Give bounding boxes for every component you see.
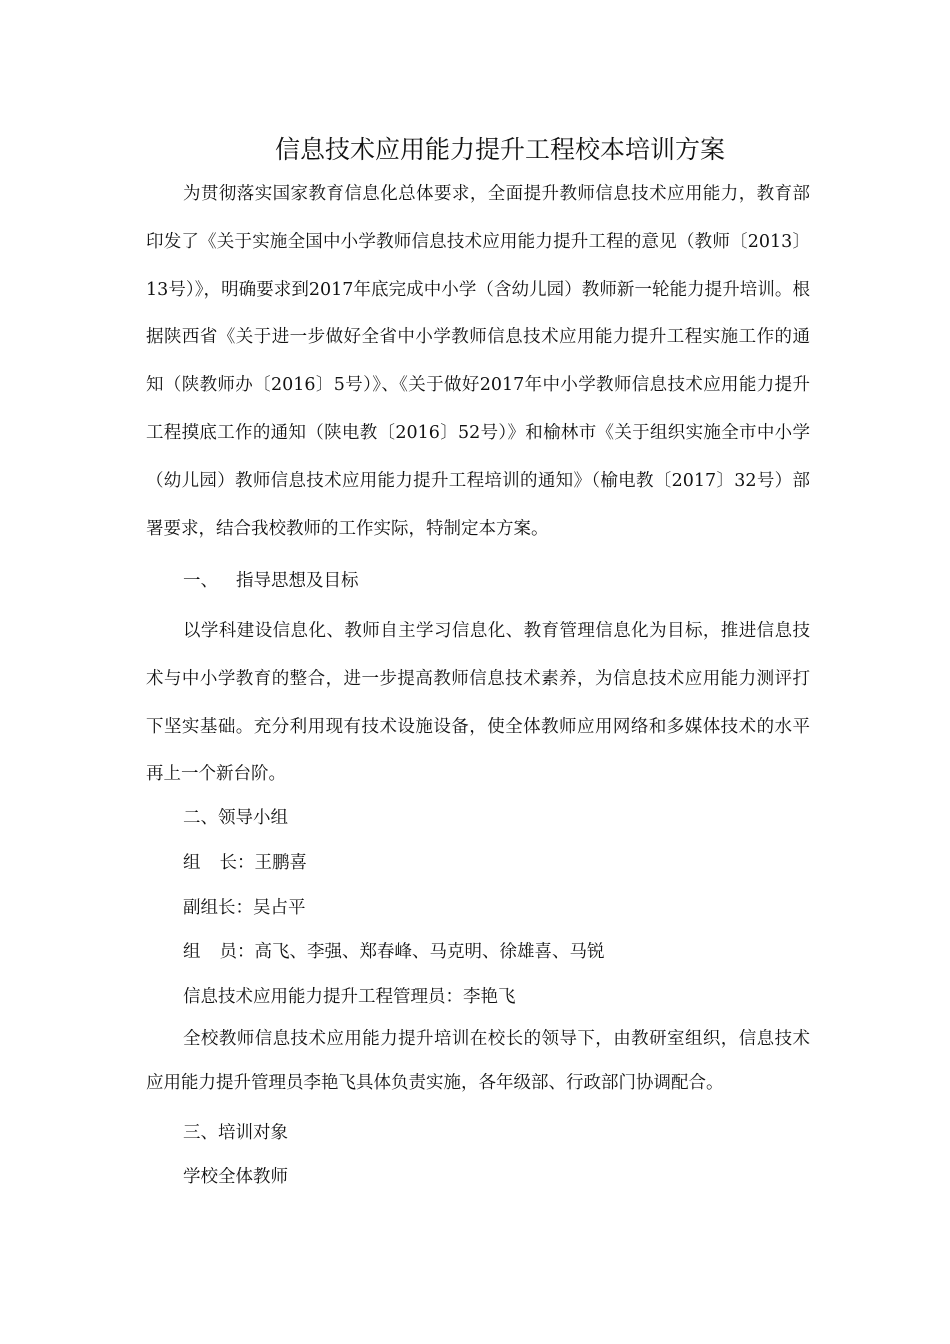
admin-name: 李艳飞 [463,987,516,1007]
section-1-number: 一、 [183,571,218,591]
leader-label-second: 长： [219,853,255,873]
section-2-heading: 二、领导小组 [183,808,288,828]
section-3-heading: 三、培训对象 [183,1123,288,1143]
members-list: 高飞、李强、郑春峰、马克明、徐雄喜、马锐 [254,942,605,962]
section-3-body: 学校全体教师 [183,1167,288,1187]
document-title: 信息技术应用能力提升工程校本培训方案 [274,135,725,164]
leader-label-first: 组 [183,853,201,873]
intro-paragraph: 为贯彻落实国家教育信息化总体要求，全面提升教师信息技术应用能力，教育部印发了《关于实施全国中小学教师信息技术应用能力提升工程的意见（教师〔2013〕13号）》，明确要求到2017年底完成中小学（含幼儿园）教师新一轮能力提升培训。根据陕西省《关于进一步做好全省中小学教师信息技术应用能力提升工程实施工作的通知（陕教师办〔2016〕5号）》、《关于做好2017年中小学教师信息技术应用能力提升工程摸底工作的通知（陕电教〔2016〕52号）》和榆林市《关于组织实施全市中小学（幼儿园）教师信息技术应用能力提升工程培训的通知》（榆电教〔2017〕32号）部署要求，结合我校教师的工作实际，特制定本方案。 [146,184,810,539]
section-1-paragraph: 以学科建设信息化、教师自主学习信息化、教育管理信息化为目标，推进信息技术与中小学教育的整合，进一步提高教师信息技术素养，为信息技术应用能力测评打下坚实基础。充分利用现有技术设施设备，使全体教师应用网络和多媒体技术的水平再上一个新台阶。 [146,621,810,785]
members-label-first: 组 [183,942,201,962]
section-2-paragraph: 全校教师信息技术应用能力提升培训在校长的领导下，由教研室组织，信息技术应用能力提升管理员李艳飞具体负责实施，各年级部、行政部门协调配合。 [146,1029,810,1093]
admin-line [183,983,516,1011]
deputy-line [183,894,306,922]
section-1-title: 指导思想及目标 [236,571,359,591]
admin-label: 信息技术应用能力提升工程管理员： [183,987,463,1007]
section-1-heading [183,567,359,595]
deputy-name: 吴占平 [253,898,306,918]
members-label-second: 员： [219,942,255,962]
members-line [183,938,605,966]
leader-name: 王鹏喜 [254,853,307,873]
leader-line [183,849,307,877]
deputy-label: 副组长： [183,898,253,918]
